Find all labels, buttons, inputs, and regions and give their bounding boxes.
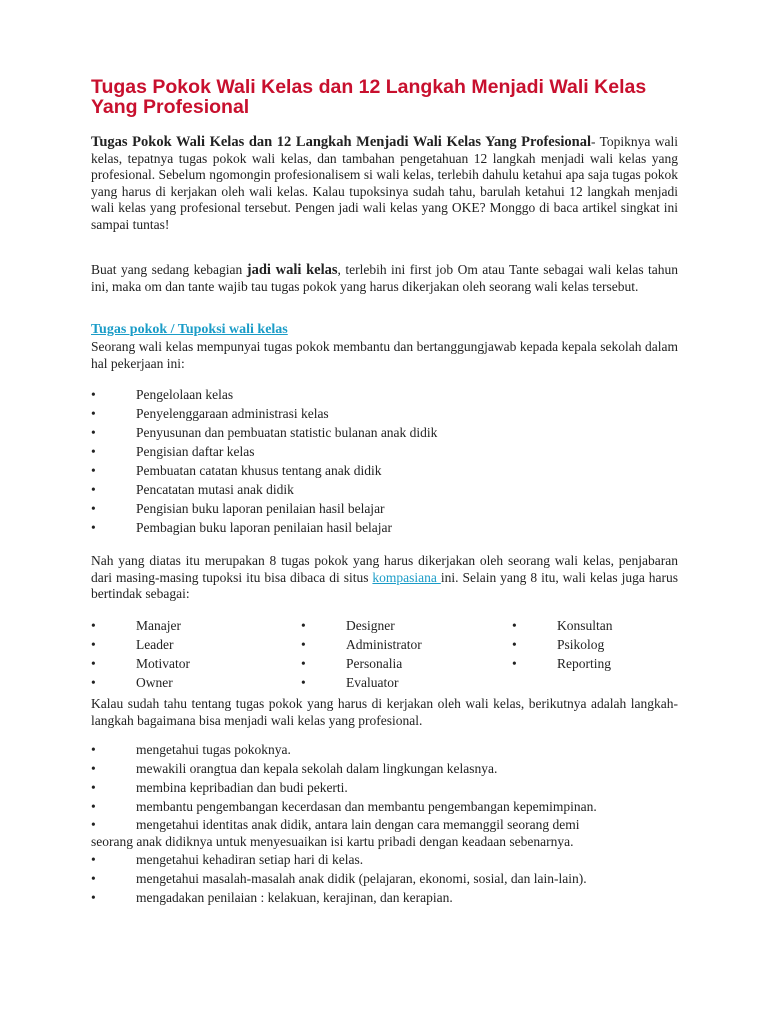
list-item-text: Pengisian buku laporan penilaian hasil belajar bbox=[136, 501, 385, 516]
paragraph-3-text: Nah yang diatas itu merupakan 8 tugas pokok yang harus dikerjakan oleh seorang wali kelas, penjabaran dari masing-masing tupoksi itu bisa dibaca di situs bbox=[91, 553, 678, 585]
list-item-text: Psikolog bbox=[557, 637, 605, 652]
list-item bbox=[512, 635, 768, 654]
roles-column-1 bbox=[91, 616, 291, 692]
roles-column-2 bbox=[301, 616, 501, 692]
intro-text: - Topiknya wali kelas, tepatnya tugas pokok wali kelas, dan tambahan pengetahuan 12 langkah menjadi wali kelas yang profesional. Sebelum ngomongin profesionalisem si wali kelas, terlebih dahulu ketahui apa saja tugas pokok yang harus di kerjakan oleh wali kelas. Kalau tupoksinya sudah tahu, barulah ketahui 12 langkah menjadi wali kelas yang profesional tersebut. Pengen jadi wali kelas yang OKE? Monggo di baca artikel singkat ini sampai tuntas! bbox=[91, 134, 678, 232]
list-item-text: Konsultan bbox=[557, 618, 613, 633]
roles-column-3 bbox=[512, 616, 712, 673]
bullet: • bbox=[512, 618, 517, 633]
bullet: • bbox=[91, 890, 96, 905]
page-title: Tugas Pokok Wali Kelas dan 12 Langkah Menjadi Wali Kelas Yang Profesional bbox=[91, 76, 647, 118]
list-item bbox=[91, 423, 681, 442]
bullet: • bbox=[91, 742, 96, 757]
list-item bbox=[91, 499, 681, 518]
list-item-text: mengetahui kehadiran setiap hari di kelas. bbox=[136, 852, 364, 867]
list-item bbox=[91, 518, 681, 537]
list-item bbox=[91, 480, 681, 499]
list-item bbox=[91, 797, 681, 816]
paragraph-2-text: Buat yang sedang kebagian bbox=[91, 262, 247, 277]
list-item bbox=[91, 759, 681, 778]
section-heading-link[interactable]: Tugas pokok / Tupoksi wali kelas bbox=[91, 322, 288, 337]
list-item-text: Pembagian buku laporan penilaian hasil belajar bbox=[136, 520, 393, 535]
list-item-text: Administrator bbox=[346, 637, 422, 652]
list-item bbox=[91, 850, 681, 869]
bullet: • bbox=[91, 761, 96, 776]
bullet: • bbox=[301, 637, 306, 652]
list-item bbox=[91, 442, 681, 461]
paragraph-4: Kalau sudah tahu tentang tugas pokok yang harus di kerjakan oleh wali kelas, berikutnya adalah langkah-langkah bagaimana bisa menjadi wali kelas yang profesional. bbox=[91, 696, 678, 728]
langkah-list-a bbox=[91, 740, 681, 816]
list-item-text: Pencatatan mutasi anak didik bbox=[136, 482, 294, 497]
bullet: • bbox=[91, 871, 96, 886]
list-item bbox=[91, 461, 681, 480]
list-item-text: Designer bbox=[346, 618, 395, 633]
paragraph-2 bbox=[91, 262, 678, 295]
bullet: • bbox=[91, 501, 96, 516]
list-item bbox=[91, 740, 681, 759]
bullet: • bbox=[91, 799, 96, 814]
tugas-list bbox=[91, 385, 681, 537]
bullet: • bbox=[91, 387, 96, 402]
list-item-text: Motivator bbox=[136, 656, 190, 671]
list-item-text: Penyusunan dan pembuatan statistic bulanan anak didik bbox=[136, 425, 438, 440]
paragraph-2-bold: jadi wali kelas bbox=[246, 262, 338, 278]
paragraph-2-text-after: , terlebih ini first job Om atau Tante sebagai wali kelas tahun ini, maka om dan tante wajib tau tugas pokok yang harus dikerjakan oleh seorang wali kelas tersebut. bbox=[91, 262, 679, 294]
bullet: • bbox=[91, 637, 96, 652]
list-item bbox=[512, 654, 768, 673]
list-item bbox=[91, 778, 681, 797]
list-item-text: membantu pengembangan kecerdasan dan membantu pengembangan kepemimpinan. bbox=[136, 799, 597, 814]
bullet: • bbox=[91, 425, 96, 440]
list-item-text: mewakili orangtua dan kepala sekolah dalam lingkungan kelasnya. bbox=[136, 761, 498, 776]
list-item-text: Manajer bbox=[136, 618, 181, 633]
bullet: • bbox=[91, 780, 96, 795]
bullet: • bbox=[91, 520, 96, 535]
list-item-text: Pengelolaan kelas bbox=[136, 387, 234, 402]
list-item-text: Evaluator bbox=[346, 675, 399, 690]
bullet: • bbox=[91, 482, 96, 497]
bullet: • bbox=[301, 618, 306, 633]
list-item bbox=[91, 385, 681, 404]
list-item-text: mengetahui masalah-masalah anak didik (pelajaran, ekonomi, sosial, dan lain-lain). bbox=[136, 871, 587, 886]
list-item-text: mengadakan penilaian : kelakuan, kerajinan, dan kerapian. bbox=[136, 890, 453, 905]
list-item bbox=[91, 869, 681, 888]
bullet: • bbox=[301, 675, 306, 690]
list-item-text: Owner bbox=[136, 675, 173, 690]
bullet: • bbox=[91, 618, 96, 633]
bullet: • bbox=[301, 656, 306, 671]
list-item-text: Pengisian daftar kelas bbox=[136, 444, 255, 459]
paragraph-3-text-after: ini. Selain yang 8 itu, wali kelas juga harus bertindak sebagai: bbox=[91, 569, 679, 602]
paragraph-3 bbox=[91, 553, 678, 603]
langkah-wrap-item bbox=[91, 817, 681, 850]
kompasiana-link[interactable]: kompasiana bbox=[372, 569, 441, 585]
list-item bbox=[512, 616, 768, 635]
bullet: • bbox=[91, 444, 96, 459]
bullet: • bbox=[91, 406, 96, 421]
bullet: • bbox=[91, 463, 96, 478]
list-item-text: Pembuatan catatan khusus tentang anak didik bbox=[136, 463, 382, 478]
langkah-wrap-line1: mengetahui identitas anak didik, antara lain dengan cara memanggil seorang demi bbox=[136, 817, 580, 832]
bullet: • bbox=[91, 656, 96, 671]
list-item-text: Reporting bbox=[557, 656, 611, 671]
langkah-wrap-line2: seorang anak didiknya untuk menyesuaikan isi kartu pribadi dengan keadaan sebenarnya. bbox=[91, 833, 574, 849]
bullet: • bbox=[512, 637, 517, 652]
section-intro: Seorang wali kelas mempunyai tugas pokok membantu dan bertanggungjawab kepada kepala sekolah dalam hal pekerjaan ini: bbox=[91, 339, 678, 371]
list-item bbox=[91, 404, 681, 423]
list-item bbox=[91, 888, 681, 907]
list-item-text: mengetahui tugas pokoknya. bbox=[136, 742, 291, 757]
bullet: • bbox=[91, 675, 96, 690]
langkah-list-b bbox=[91, 850, 681, 907]
bullet: • bbox=[91, 852, 96, 867]
list-item-text: Penyelenggaraan administrasi kelas bbox=[136, 406, 329, 421]
bullet: • bbox=[91, 817, 96, 832]
list-item-text: Leader bbox=[136, 637, 174, 652]
bullet: • bbox=[512, 656, 517, 671]
intro-paragraph bbox=[91, 134, 678, 234]
list-item-text: membina kepribadian dan budi pekerti. bbox=[136, 780, 348, 795]
list-item bbox=[301, 673, 768, 692]
list-item-text: Personalia bbox=[346, 656, 403, 671]
intro-bold: Tugas Pokok Wali Kelas dan 12 Langkah Menjadi Wali Kelas Yang Profesional bbox=[91, 134, 591, 150]
